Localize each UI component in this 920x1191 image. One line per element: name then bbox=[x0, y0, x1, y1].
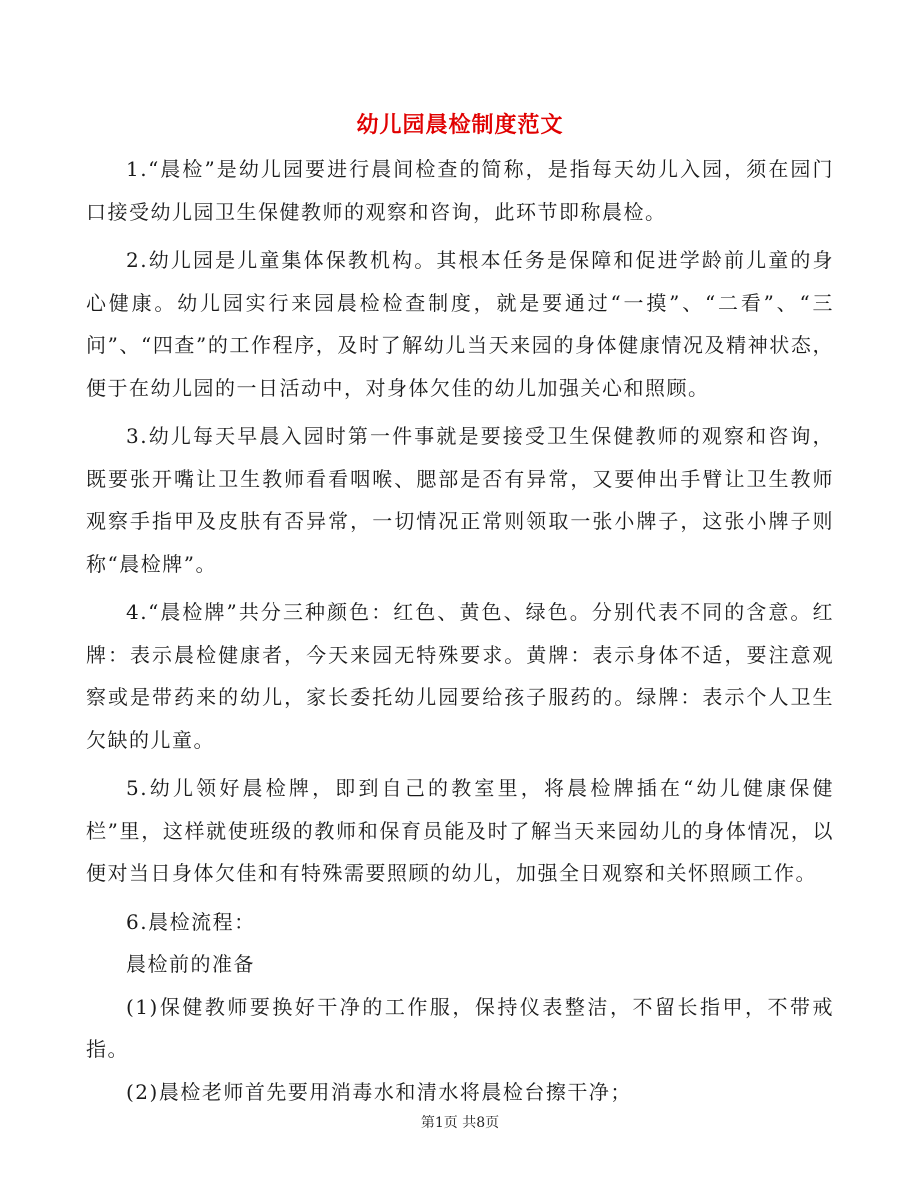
document-title: 幼儿园晨检制度范文 bbox=[356, 112, 564, 138]
paragraph-2: 2.幼儿园是儿童集体保教机构。其根本任务是保障和促进学龄前儿童的身心健康。幼儿园实行来园晨检检查制度，就是要通过“一摸”、“二看”、“三问”、“四查”的工作程序，及时了解幼儿当天来园的身体健康情况及精神状态，便于在幼儿园的一日活动中，对身体欠佳的幼儿加强关心和照顾。 bbox=[86, 248, 834, 400]
paragraph-3: 3.幼儿每天早晨入园时第一件事就是要接受卫生保健教师的观察和咨询，既要张开嘴让卫生教师看看咽喉、腮部是否有异常，又要伸出手臂让卫生教师观察手指甲及皮肤有否异常，一切情况正常则领取一张小牌子，这张小牌子则称“晨检牌”。 bbox=[86, 424, 834, 576]
paragraph-5: 5.幼儿领好晨检牌，即到自己的教室里，将晨检牌插在“幼儿健康保健栏”里，这样就使班级的教师和保育员能及时了解当天来园幼儿的身体情况，以便对当日身体欠佳和有特殊需要照顾的幼儿，加强全日观察和关怀照顾工作。 bbox=[86, 776, 834, 885]
document-body bbox=[86, 148, 834, 1113]
paragraph-4: 4.“晨检牌”共分三种颜色：红色、黄色、绿色。分别代表不同的含意。红牌：表示晨检健康者，今天来园无特殊要求。黄牌：表示身体不适，要注意观察或是带药来的幼儿，家长委托幼儿园要给孩子服药的。绿牌：表示个人卫生欠缺的儿童。 bbox=[86, 600, 834, 752]
page-number: 第1页 共8页 bbox=[420, 1115, 500, 1131]
paragraph-6-heading: 6.晨检流程： bbox=[126, 909, 256, 934]
preparation-item-1: (1)保健教师要换好干净的工作服，保持仪表整洁，不留长指甲，不带戒指。 bbox=[86, 994, 834, 1061]
paragraph-1: 1.“晨检”是幼儿园要进行晨间检查的简称，是指每天幼儿入园，须在园门口接受幼儿园卫生保健教师的观察和咨询，此环节即称晨检。 bbox=[86, 157, 834, 224]
preparation-heading: 晨检前的准备 bbox=[126, 952, 255, 976]
preparation-item-2: (2)晨检老师首先要用消毒水和清水将晨检台擦干净； bbox=[126, 1079, 632, 1104]
